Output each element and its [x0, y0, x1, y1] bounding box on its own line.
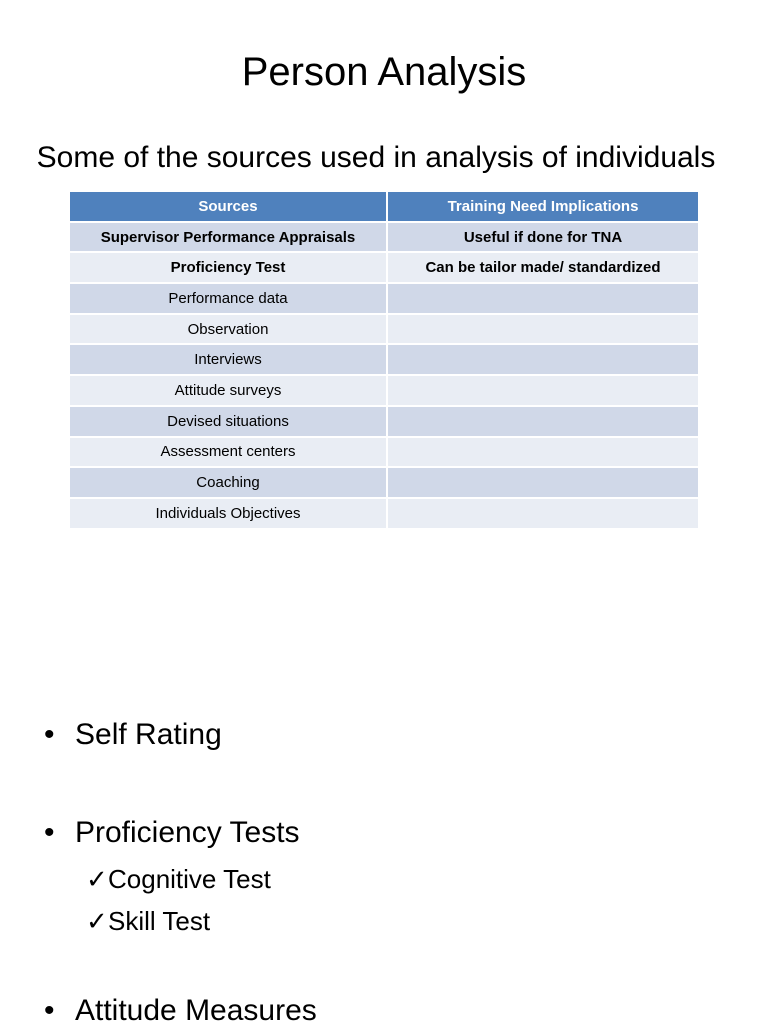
bullet-item	[44, 716, 222, 754]
source-cell: Devised situations	[70, 407, 388, 438]
table-row	[70, 223, 698, 254]
source-cell: Individuals Objectives	[70, 499, 388, 530]
bullet-dot-icon: •	[44, 718, 55, 751]
implication-cell	[388, 499, 698, 530]
bullet-text: Self Rating	[75, 718, 222, 751]
sub-bullet-text: Cognitive Test	[108, 864, 271, 894]
implication-cell: Useful if done for TNA	[388, 223, 698, 254]
source-cell: Performance data	[70, 284, 388, 315]
table-row	[70, 407, 698, 438]
table-row	[70, 468, 698, 499]
table-row	[70, 345, 698, 376]
sub-bullet-text: Skill Test	[108, 906, 211, 936]
source-cell: Observation	[70, 315, 388, 346]
sub-bullet-item	[86, 862, 271, 897]
table-row	[70, 376, 698, 407]
implication-cell	[388, 315, 698, 346]
implication-cell	[388, 345, 698, 376]
source-cell: Proficiency Test	[70, 253, 388, 284]
implication-cell	[388, 468, 698, 499]
bullet-dot-icon: •	[44, 994, 55, 1027]
bullet-dot-icon: •	[44, 816, 55, 849]
implication-cell: Can be tailor made/ standardized	[388, 253, 698, 284]
implication-cell	[388, 438, 698, 469]
source-cell: Attitude surveys	[70, 376, 388, 407]
slide-title: Person Analysis	[241, 50, 527, 94]
source-cell: Coaching	[70, 468, 388, 499]
slide-subtitle: Some of the sources used in analysis of individuals	[36, 141, 716, 174]
implication-cell	[388, 376, 698, 407]
source-cell: Supervisor Performance Appraisals	[70, 223, 388, 254]
table-header-row	[70, 192, 698, 223]
source-cell: Assessment centers	[70, 438, 388, 469]
table-row	[70, 438, 698, 469]
header-sources: Sources	[70, 192, 388, 223]
implication-cell	[388, 284, 698, 315]
bullet-item	[44, 814, 300, 852]
header-training-need-implications: Training Need Implications	[388, 192, 698, 223]
sources-table	[70, 192, 698, 530]
sub-bullet-item	[86, 904, 210, 939]
checkmark-icon: ✓	[86, 865, 108, 895]
source-cell: Interviews	[70, 345, 388, 376]
table-row	[70, 284, 698, 315]
checkmark-icon: ✓	[86, 907, 108, 937]
table-row	[70, 253, 698, 284]
implication-cell	[388, 407, 698, 438]
table-row	[70, 315, 698, 346]
bullet-item	[44, 992, 317, 1030]
bullet-text: Attitude Measures	[75, 994, 317, 1027]
table-row	[70, 499, 698, 530]
bullet-text: Proficiency Tests	[75, 816, 300, 849]
